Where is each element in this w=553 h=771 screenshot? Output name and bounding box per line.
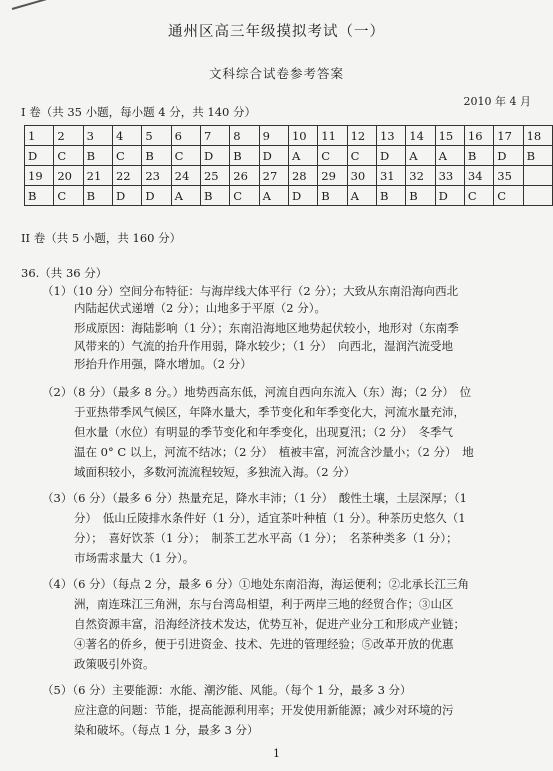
- page-title: 通州区高三年级摸拟考试（一）: [168, 24, 385, 40]
- question-number-row: [25, 126, 553, 146]
- q36-sub3-line2: 分） 低山丘陵排水条件好（1 分），适宜茶叶种植（1 分）。种茶历史悠久（1: [74, 511, 466, 525]
- answer-cell: A: [259, 186, 288, 206]
- q36-sub4-line2: 洲，南连珠江三角洲，东与台湾岛相望，利于两岸三地的经贸合作；③山区: [74, 597, 454, 611]
- answer-cell: D: [435, 186, 464, 206]
- q36-sub1-line5: 形抬升作用强，降水增加。（2 分）: [74, 357, 252, 371]
- answer-cell: C: [318, 146, 347, 166]
- q36-sub2-line5: 域面积较小，多数河流流程较短，多独流入海。（2 分）: [74, 465, 356, 479]
- answer-cell: A: [171, 186, 200, 206]
- question-number-cell: 10: [288, 126, 317, 146]
- question-number-cell: 9: [259, 126, 288, 146]
- q36-sub5-line3: 染和破坏。（每点 1 分，最多 3 分）: [74, 723, 259, 737]
- part2-heading: II 卷（共 5 小题，共 160 分）: [21, 231, 182, 245]
- question-number-cell: 6: [171, 126, 200, 146]
- answer-cell: B: [523, 146, 552, 166]
- q36-sub1-line2: 内陆起伏式递增（2 分）；山地多于平原（2 分）。: [74, 301, 326, 315]
- answer-cell: A: [347, 186, 376, 206]
- question-number-cell: 32: [406, 166, 435, 186]
- exam-date: 2010 年 4 月: [463, 95, 531, 108]
- answer-cell: D: [142, 186, 171, 206]
- question-number-cell: 8: [230, 126, 259, 146]
- answer-cell: C: [347, 146, 376, 166]
- question-number-cell: 12: [347, 126, 376, 146]
- question-number-cell: 13: [376, 126, 405, 146]
- question-number-row: [25, 166, 553, 186]
- page-number: 1: [273, 747, 280, 760]
- scan-mark: [12, 0, 47, 10]
- answer-cell: B: [83, 146, 112, 166]
- question-number-cell: 26: [230, 166, 259, 186]
- q36-sub4-line1: （4）（6 分）（每点 2 分，最多 6 分）①地处东南沿海，海运便利；②北承长江三角: [42, 577, 470, 591]
- answer-cell: B: [142, 146, 171, 166]
- q36-sub5-line1: （5）（6 分）主要能源：水能、潮汐能、风能。（每个 1 分，最多 3 分）: [42, 683, 412, 697]
- q36-sub4-line3: 自然资源丰富，沿海经济技术发达，优势互补，促进产业分工和形成产业链；: [74, 617, 465, 631]
- q36-sub3-line1: （3）（6 分）（最多 6 分）热量充足，降水丰沛；（1 分） 酸性土壤，土层深厚；（1: [42, 491, 467, 505]
- q36-sub5-line2: 应注意的问题：节能，提高能源利用率；开发使用新能源；减少对环境的污: [74, 703, 454, 717]
- answer-cell: C: [464, 186, 493, 206]
- q36-sub2-line1: （2）（8 分）（最多 8 分。）地势西高东低，河流自西向东流入（东）海；（2 分） 位: [42, 385, 472, 399]
- question-number-cell: 24: [171, 166, 200, 186]
- question-number-cell: 2: [54, 126, 83, 146]
- question-number-cell: 34: [464, 166, 493, 186]
- answer-cell: D: [259, 146, 288, 166]
- answer-row: [25, 146, 553, 166]
- answer-cell: A: [288, 146, 317, 166]
- question-number-cell: 17: [494, 126, 523, 146]
- answer-cell: D: [112, 186, 141, 206]
- page-subtitle: 文科综合试卷参考答案: [208, 66, 344, 81]
- answer-cell: C: [112, 146, 141, 166]
- question-number-cell: 33: [435, 166, 464, 186]
- answer-cell: A: [435, 146, 464, 166]
- q36-sub3-line4: 市场需求量大（1 分）。: [74, 551, 195, 565]
- question-number-cell: 25: [200, 166, 229, 186]
- question-number-cell: 27: [259, 166, 288, 186]
- q36-sub2-line2: 于亚热带季风气候区，年降水量大，季节变化和年季变化大，河流水量充沛，: [74, 405, 465, 419]
- question-number-cell: 7: [200, 126, 229, 146]
- answer-cell: C: [230, 186, 259, 206]
- q36-sub3-line3: 分）； 喜好饮茶（1 分）； 制茶工艺水平高（1 分）； 名茶种类多（1 分）；: [74, 531, 458, 545]
- question-number-cell: 29: [318, 166, 347, 186]
- question-number-cell: 15: [435, 126, 464, 146]
- answer-cell: D: [494, 146, 523, 166]
- question-number-cell: 23: [142, 166, 171, 186]
- question-number-cell: 3: [83, 126, 112, 146]
- answer-cell: B: [464, 146, 493, 166]
- answer-row: [25, 186, 553, 206]
- q36-sub1-line3: 形成原因：海陆影响（1 分）；东南沿海地区地势起伏较小，地形对（东南季: [74, 321, 459, 335]
- q36-sub4-line5: 政策吸引外资。: [74, 657, 155, 671]
- question-number-cell: 11: [318, 126, 347, 146]
- answer-cell: [523, 186, 552, 206]
- answer-cell: C: [54, 186, 83, 206]
- question-number-cell: 20: [54, 166, 83, 186]
- question-number-cell: 28: [288, 166, 317, 186]
- q36-sub2-line3: 但水量（水位）有明显的季节变化和年季变化，出现夏汛；（2 分） 冬季气: [74, 425, 453, 439]
- q36-sub1-line4: 风带来的）气流的抬升作用弱，降水较少；（1 分） 向西北，湿润汽流受地: [74, 339, 453, 353]
- answer-cell: D: [288, 186, 317, 206]
- answer-cell: B: [406, 186, 435, 206]
- answer-cell: B: [200, 186, 229, 206]
- question-number-cell: 30: [347, 166, 376, 186]
- question-number-cell: [523, 166, 552, 186]
- answer-cell: B: [230, 146, 259, 166]
- question-number-cell: 21: [83, 166, 112, 186]
- answer-cell: B: [376, 186, 405, 206]
- part1-heading: I 卷（共 35 小题，每小题 4 分，共 140 分）: [21, 105, 257, 119]
- answer-cell: A: [406, 146, 435, 166]
- answer-cell: B: [25, 186, 54, 206]
- answer-cell: B: [318, 186, 347, 206]
- question-number-cell: 14: [406, 126, 435, 146]
- question-number-cell: 31: [376, 166, 405, 186]
- answer-cell: D: [200, 146, 229, 166]
- answer-table: [24, 125, 553, 206]
- question-number-cell: 16: [464, 126, 493, 146]
- question-number-cell: 22: [112, 166, 141, 186]
- q36-sub1-line1: （1）（10 分）空间分布特征：与海岸线大体平行（2 分）；大致从东南沿海向西北: [42, 284, 459, 298]
- q36-sub4-line4: ④著名的侨乡，便于引进资金、技术、先进的管理经验；⑤改革开放的优惠: [74, 637, 454, 651]
- question-number-cell: 4: [112, 126, 141, 146]
- question-number-cell: 1: [25, 126, 54, 146]
- question-number-cell: 35: [494, 166, 523, 186]
- question-number-cell: 5: [142, 126, 171, 146]
- answer-cell: D: [25, 146, 54, 166]
- q36-sub2-line4: 温在 0° C 以上，河流不结冰；（2 分） 植被丰富，河流含沙量小；（2 分） 地: [74, 445, 474, 459]
- answer-cell: B: [83, 186, 112, 206]
- question-number-cell: 19: [25, 166, 54, 186]
- answer-cell: C: [54, 146, 83, 166]
- question-36-heading: 36.（共 36 分）: [21, 266, 108, 280]
- question-number-cell: 18: [523, 126, 552, 146]
- answer-cell: C: [171, 146, 200, 166]
- answer-cell: D: [376, 146, 405, 166]
- answer-cell: C: [494, 186, 523, 206]
